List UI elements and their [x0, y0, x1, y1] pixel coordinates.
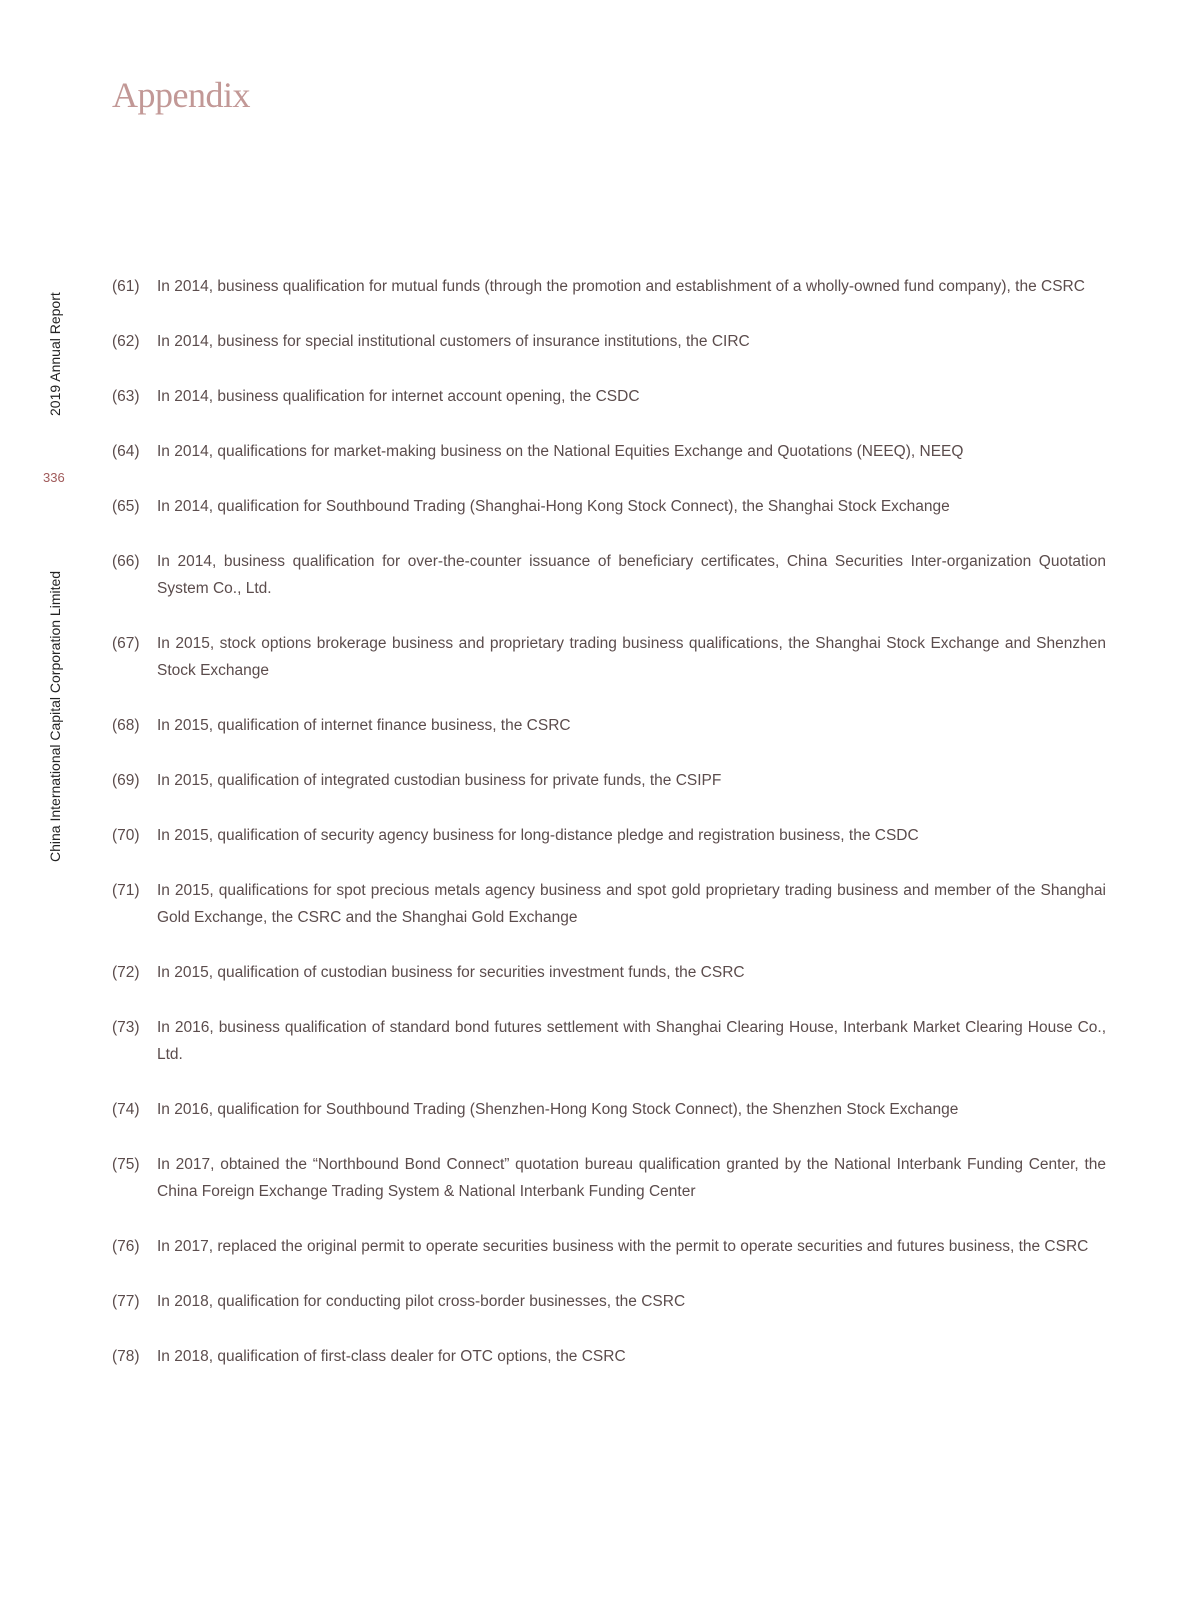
list-item [112, 630, 1106, 684]
list-item [112, 1014, 1106, 1068]
item-number: (75) [112, 1156, 140, 1173]
item-number: (70) [112, 827, 140, 844]
item-text: In 2015, qualification of custodian business for securities investment funds, the CSRC [157, 964, 745, 981]
item-text: In 2014, business qualification for internet account opening, the CSDC [157, 388, 640, 405]
report-name: 2019 Annual Report [47, 292, 63, 416]
item-number: (65) [112, 498, 140, 515]
item-number: (76) [112, 1238, 140, 1255]
company-name: China International Capital Corporation Limited [47, 570, 63, 862]
item-number: (77) [112, 1293, 140, 1310]
list-item [112, 1233, 1106, 1260]
item-number: (66) [112, 553, 140, 570]
list-item [112, 273, 1106, 300]
page-title: Appendix [112, 75, 250, 115]
list-item [112, 767, 1106, 794]
list-item [112, 822, 1106, 849]
list-item [112, 1096, 1106, 1123]
list-item [112, 493, 1106, 520]
item-number: (72) [112, 964, 140, 981]
item-text: In 2015, qualification of security agency business for long-distance pledge and registration business, the CSDC [157, 827, 919, 844]
item-number: (62) [112, 333, 140, 350]
item-number: (64) [112, 443, 140, 460]
list-item [112, 877, 1106, 931]
item-text: In 2014, business for special institutional customers of insurance institutions, the CIRC [157, 333, 750, 350]
list-item [112, 438, 1106, 465]
item-text: In 2017, replaced the original permit to operate securities business with the permit to operate securities and futures business, the CSRC [157, 1238, 1089, 1255]
item-text: In 2017, obtained the “Northbound Bond Connect” quotation bureau qualification granted by the National Interbank Funding Center, the China Foreign Exchange Trading System & National Interbank Funding Center [157, 1156, 1106, 1200]
page-number: 336 [43, 470, 65, 485]
item-text: In 2014, qualifications for market-making business on the National Equities Exchange and Quotations (NEEQ), NEEQ [157, 443, 964, 460]
item-text: In 2014, business qualification for mutual funds (through the promotion and establishment of a wholly-owned fund company), the CSRC [157, 278, 1085, 295]
list-item [112, 1151, 1106, 1205]
item-text: In 2015, stock options brokerage business and proprietary trading business qualifications, the Shanghai Stock Exchange and Shenzhen Stock Exchange [157, 635, 1106, 679]
list-item [112, 548, 1106, 602]
item-number: (63) [112, 388, 140, 405]
list-item [112, 712, 1106, 739]
list-item [112, 328, 1106, 355]
list-item [112, 1343, 1106, 1370]
item-text: In 2015, qualification of integrated custodian business for private funds, the CSIPF [157, 772, 722, 789]
item-number: (68) [112, 717, 140, 734]
qualification-list [112, 273, 1106, 1398]
list-item [112, 959, 1106, 986]
item-number: (78) [112, 1348, 140, 1365]
item-text: In 2015, qualification of internet finance business, the CSRC [157, 717, 571, 734]
list-item [112, 383, 1106, 410]
item-number: (74) [112, 1101, 140, 1118]
item-text: In 2018, qualification of first-class dealer for OTC options, the CSRC [157, 1348, 626, 1365]
item-text: In 2014, qualification for Southbound Trading (Shanghai-Hong Kong Stock Connect), the Shanghai Stock Exchange [157, 498, 950, 515]
item-text: In 2016, qualification for Southbound Trading (Shenzhen-Hong Kong Stock Connect), the Shenzhen Stock Exchange [157, 1101, 959, 1118]
item-text: In 2018, qualification for conducting pilot cross-border businesses, the CSRC [157, 1293, 686, 1310]
item-number: (71) [112, 882, 140, 899]
list-item [112, 1288, 1106, 1315]
item-number: (67) [112, 635, 140, 652]
item-number: (61) [112, 278, 140, 295]
item-text: In 2014, business qualification for over-the-counter issuance of beneficiary certificates, China Securities Inter-organization Quotation System Co., Ltd. [157, 553, 1106, 597]
item-text: In 2015, qualifications for spot precious metals agency business and spot gold proprietary trading business and member of the Shanghai Gold Exchange, the CSRC and the Shanghai Gold Exchange [157, 882, 1106, 926]
item-text: In 2016, business qualification of standard bond futures settlement with Shanghai Clearing House, Interbank Market Clearing House Co., Ltd. [157, 1019, 1106, 1063]
item-number: (69) [112, 772, 140, 789]
item-number: (73) [112, 1019, 140, 1036]
